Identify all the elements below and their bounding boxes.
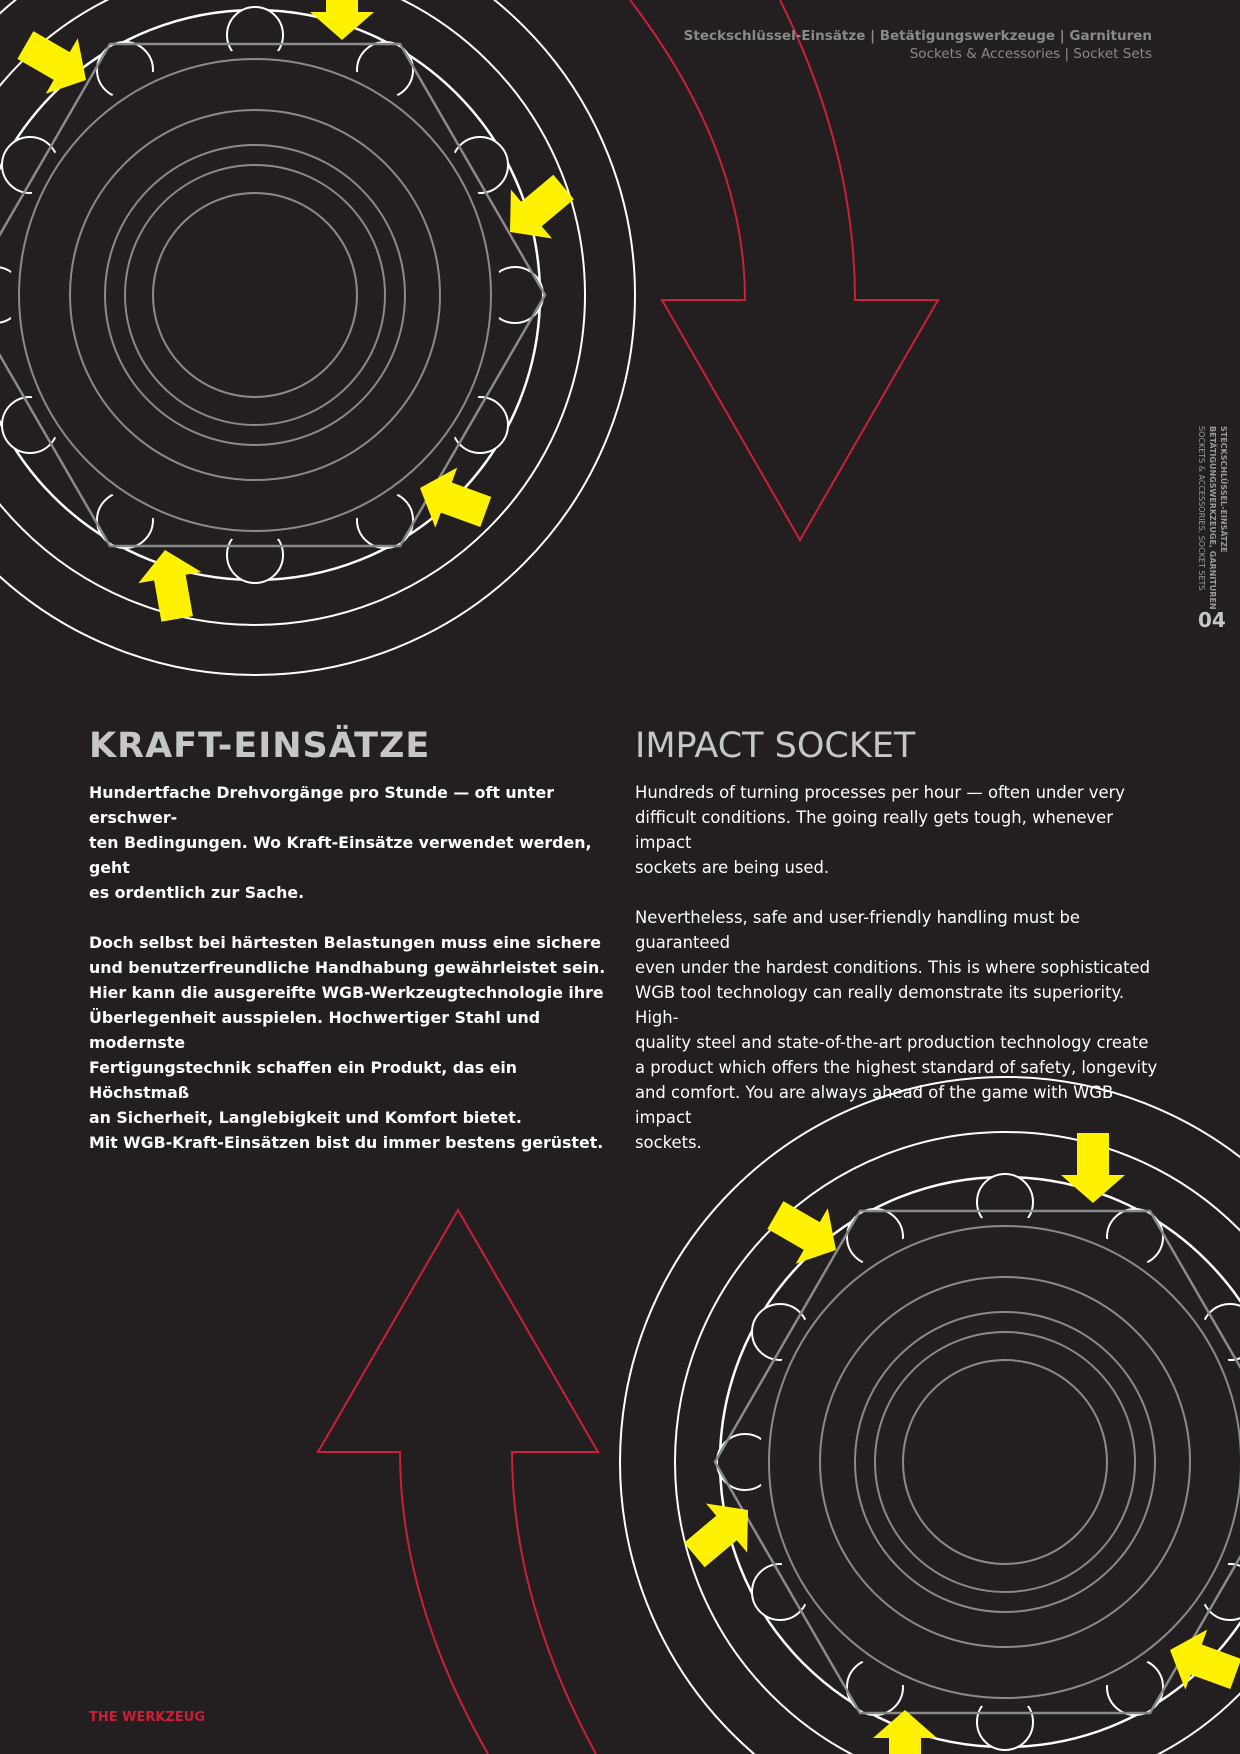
header-title-en: Sockets & Accessories | Socket Sets [909, 46, 1152, 62]
direction-arrow-up [318, 1210, 598, 1754]
paragraph-de-1: Hundertfache Drehvorgänge pro Stunde — oft unter erschwer- ten Bedingungen. Wo Kraft-Einsätze verwendet werden, geht es ordentlich zur Sache. [89, 783, 592, 902]
direction-arrow-down [630, 0, 938, 540]
side-tab-line3: SOCKETS & ACCESSORIES, SOCKET SETS [1197, 426, 1206, 591]
heading-en: IMPACT SOCKET [635, 726, 916, 766]
page-header [684, 27, 1152, 63]
side-tab [1196, 426, 1229, 610]
side-tab-line2: BETÄTIGUNGSWERKZEUGE, GARNITUREN [1208, 426, 1217, 610]
paragraph-en-2: Nevertheless, safe and user-friendly handling must be guaranteed even under the hardest conditions. This is where sophisticated WGB tool technology can really demonstrate its superiority. High- quality steel and state-of-the-art production technology create a product which offers the highest standard of safety, longevity and comfort. You are always ahead of the game with WGB impact sockets. [635, 908, 1158, 1152]
socket-illustration [0, 0, 635, 675]
page-number: 04 [1198, 608, 1226, 632]
paragraph-en-1: Hundreds of turning processes per hour — often under very difficult conditions. The going really gets tough, whenever impact sockets are being used. [635, 783, 1126, 877]
side-tab-line1: STECKSCHLÜSSEL-EINSÄTZE [1219, 426, 1228, 553]
heading-de: KRAFT-EINSÄTZE [89, 726, 431, 766]
paragraph-de-2: Doch selbst bei härtesten Belastungen muss eine sichere und benutzerfreundliche Handhabung gewährleistet sein. Hier kann die ausgereifte WGB-Werkzeugtechnologie ihre Überlegenheit ausspielen. Hochwertiger Stahl und modernste Fertigungstechnik schaffen ein Produkt, das ein Höchstmaß an Sicherheit, Langlebigkeit und Komfort bietet. Mit WGB-Kraft-Einsätzen bist du immer bestens gerüstet. [89, 933, 606, 1152]
german-column [89, 726, 619, 1180]
footer-brand: THE WERKZEUG [89, 1710, 205, 1725]
english-column [635, 726, 1165, 1180]
header-title-de: Steckschlüssel-Einsätze | Betätigungswerkzeuge | Garnituren [683, 28, 1152, 44]
